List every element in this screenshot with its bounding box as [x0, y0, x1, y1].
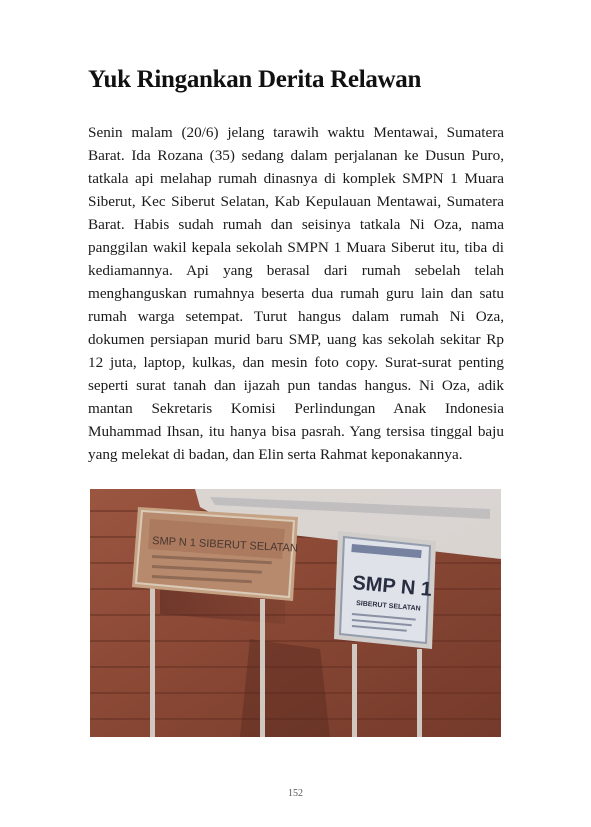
right-sign-title: SMP N 1 — [351, 572, 433, 601]
photo-illustration — [90, 489, 501, 737]
school-signs-photo — [90, 489, 501, 737]
right-sign-subtitle: SIBERUT SELATAN — [355, 600, 421, 613]
page-number: 152 — [288, 788, 303, 799]
article-body: Senin malam (20/6) jelang tarawih waktu Mentawai, Sumatera Barat. Ida Rozana (35) sedang dalam perjalanan ke Dusun Puro, tatkala api melahap rumah dinasnya di komplek SMPN 1 Muara Siberut, Kec Siberut Selatan, Kab Kepulauan Mentawai, Sumatera Barat. Habis sudah rumah dan seisinya tatkala Ni Oza, nama panggilan wakil kepala sekolah SMPN 1 Muara Siberut itu, tiba di kediamannya. Api yang berasal dari rumah sebelah telah menghanguskan rumahnya beserta dua rumah guru lain dan satu rumah warga setempat. Turut hangus dalam rumah Ni Oza, dokumen persiapan murid baru SMP, uang kas sekolah sekitar Rp 12 juta, laptop, kulkas, dan mesin foto copy. Surat-surat penting seperti surat tanah dan ijazah pun tandas hangus. Ni Oza, adik mantan Sekretaris Komisi Perlindungan Anak Indonesia Muhammad Ihsan, itu hanya bisa pasrah. Yang tersisa tinggal baju yang melekat di badan, dan Elin serta Rahmat keponakannya. — [88, 124, 504, 463]
left-sign-text: SMP N 1 SIBERUT SELATAN — [151, 535, 299, 555]
article-title: Yuk Ringankan Derita Relawan — [88, 66, 422, 93]
